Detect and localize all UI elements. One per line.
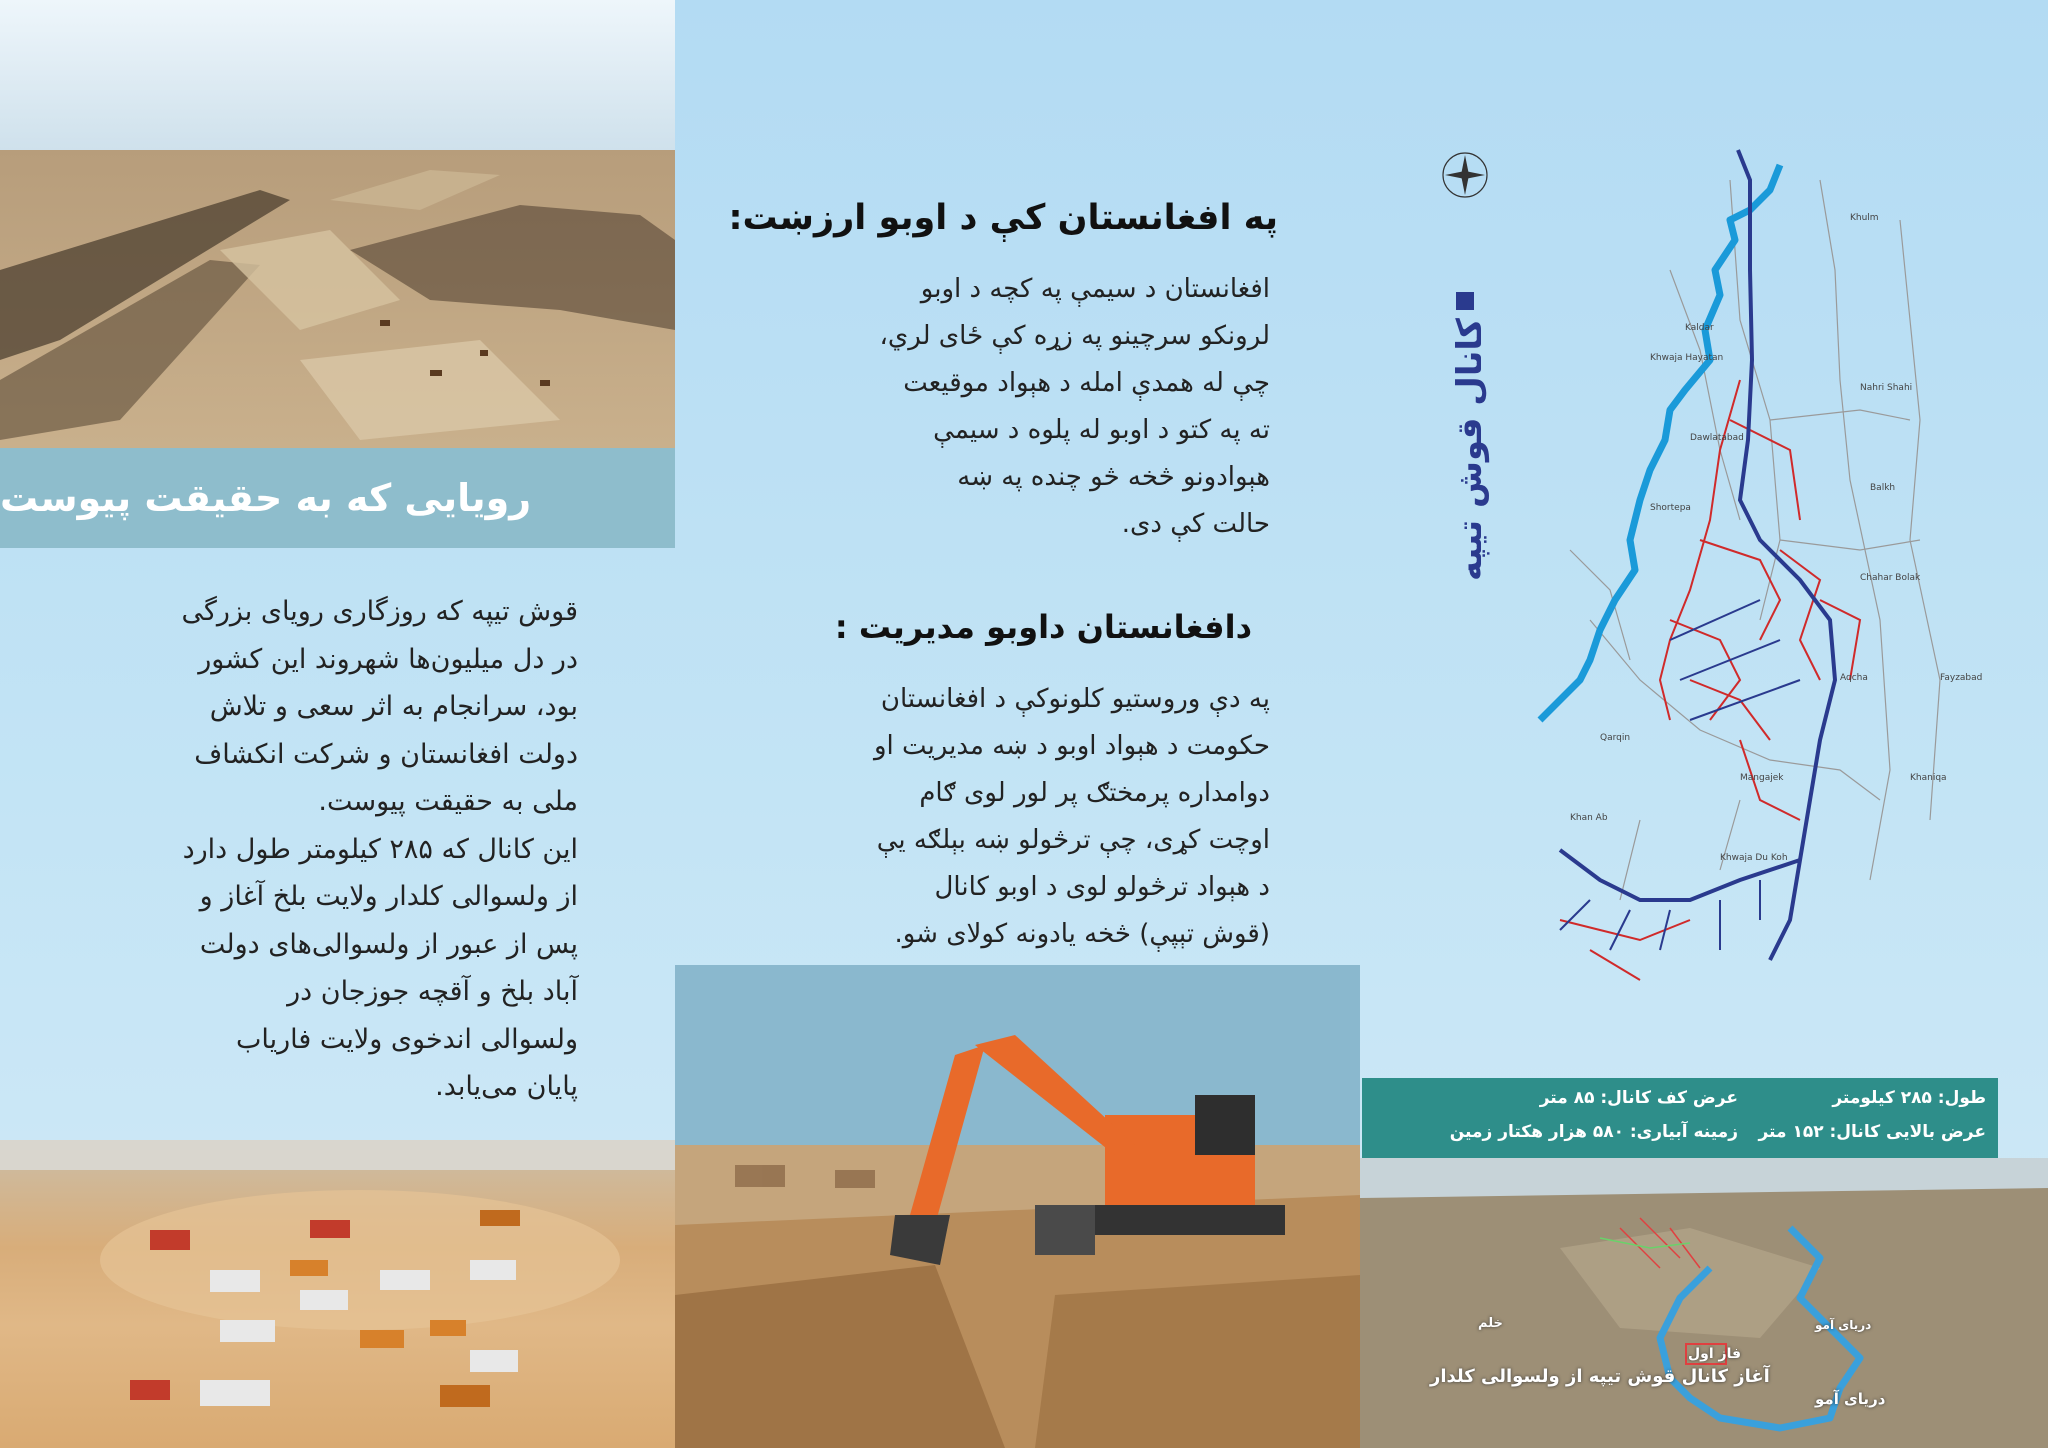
map-label-khwaja-du-koh: Khwaja Du Koh: [1720, 853, 1788, 863]
map-label-qarqin: Qarqin: [1600, 733, 1631, 743]
trucks-illustration: [0, 1140, 675, 1448]
stat-top-width-label: عرض بالایی کانال:: [1829, 1122, 1986, 1142]
stat-top-width: [1758, 1122, 1986, 1142]
section-heading-left: [0, 448, 675, 548]
map-title: کانال قوش تیپه: [1450, 318, 1490, 582]
stat-irrigation: [1450, 1122, 1738, 1142]
heading-text: رویایی که به حقیقت پیوست: [0, 476, 532, 520]
stat-irrigation-value: ۵۸۰ هزار هکتار زمین: [1449, 1122, 1624, 1142]
map-label-chahar-bolak: Chahar Bolak: [1860, 573, 1921, 583]
canal-start-caption: آغاز کانال قوش تیپه از ولسوالی کلدار: [1430, 1366, 1770, 1387]
map-label-mangajek: Mangajek: [1740, 773, 1784, 783]
stat-irrigation-label: زمینه آبیاری:: [1629, 1122, 1738, 1142]
river-amu-label-1: دریای آمو: [1815, 1318, 1872, 1332]
stat-bottom-width-label: عرض کف کانال:: [1600, 1088, 1738, 1108]
aerial-desert-photo: [0, 0, 675, 448]
map-label-khulm: Khulm: [1850, 213, 1879, 223]
map-label-khaniqa: Khaniqa: [1910, 773, 1947, 783]
map-label-shortepa: Shortepa: [1650, 503, 1691, 513]
map-label-khan-ab: Khan Ab: [1570, 813, 1608, 823]
excavator-photo: [675, 965, 1360, 1448]
map-label-nahri-shahi: Nahri Shahi: [1860, 383, 1913, 393]
compass-icon: [1443, 153, 1487, 197]
stat-length-label: طول:: [1937, 1088, 1986, 1108]
stat-bottom-width: [1540, 1088, 1738, 1108]
map-label-kaldar: Kaldar: [1685, 323, 1714, 333]
map-label-aqcha: Aqcha: [1840, 673, 1868, 683]
stat-length: [1832, 1088, 1986, 1108]
stat-bottom-width-value: ۸۵ متر: [1539, 1088, 1595, 1108]
canal-map: [1440, 120, 2000, 1080]
section2-body: په دې وروستیو کلونوکې د افغانستان حکومت د هېواد اوبو د ښه مدیریت او دوامداره پرمختګ پر لور لوی ګام اوچت کړی، چې ترڅولو ښه بېلګه یې د هېواد ترڅولو لوی د اوبو کانال (قوش تېپې) څخه یادونه کولای شو.: [874, 684, 1270, 949]
stat-length-value: ۲۸۵ کیلومتر: [1832, 1088, 1932, 1108]
section1-body: افغانستان د سیمې په کچه د اوبو لرونکو سرچینو په زړه کې ځای لري، چې له همدې امله د هېواد موقیعت ته په کتو د اوبو له پلوه د سیمې هېوادونو څخه څو چنده په ښه حالت کې دی.: [879, 274, 1270, 539]
excavator-illustration: [675, 965, 1360, 1448]
map-label-balkh: Balkh: [1870, 483, 1896, 493]
canal-stats-band: [1362, 1078, 1998, 1158]
map-label-fayzabad: Fayzabad: [1940, 673, 1983, 683]
section2-title: دافغانستان داوبو مدیریت :: [834, 608, 1252, 646]
map-legend-swatch: [1456, 292, 1474, 310]
map-label-dawlatabad: Dawlatabad: [1690, 433, 1744, 443]
map-label-hayatan: Khwaja Hayatan: [1650, 353, 1724, 363]
khulm-label: خلم: [1478, 1316, 1503, 1331]
stat-top-width-value: ۱۵۲ متر: [1758, 1122, 1824, 1142]
trucks-on-sand-photo: [0, 1140, 675, 1448]
aerial-desert-illustration: [0, 0, 675, 448]
section1-title: په افغانستان کې د اوبو ارزښت:: [728, 198, 1278, 238]
terrain-3d-illustration: [1360, 1158, 2048, 1448]
left-body-text: قوش تیپه که روزگاری رویای بزرگی در دل میلیون‌ها شهروند این کشور بود، سرانجام به اثر سعی و تلاش دولت افغانستان و شرکت انکشاف ملی به حقیقت پیوست. این کانال که ۲۸۵ کیلومتر طول دارد از ولسوالی کلدار ولایت بلخ آغاز و پس از عبور از ولسوالی‌های دولت آباد بلخ و آقچه جوزجان در ولسوالی اندخوی ولایت فاریاب پایان می‌یابد.: [181, 596, 578, 1102]
river-amu-label-2: دریای آمو: [1815, 1390, 1886, 1408]
terrain-3d-map: [1360, 1158, 2048, 1448]
phase-one-label: فاز اول: [1688, 1346, 1742, 1362]
